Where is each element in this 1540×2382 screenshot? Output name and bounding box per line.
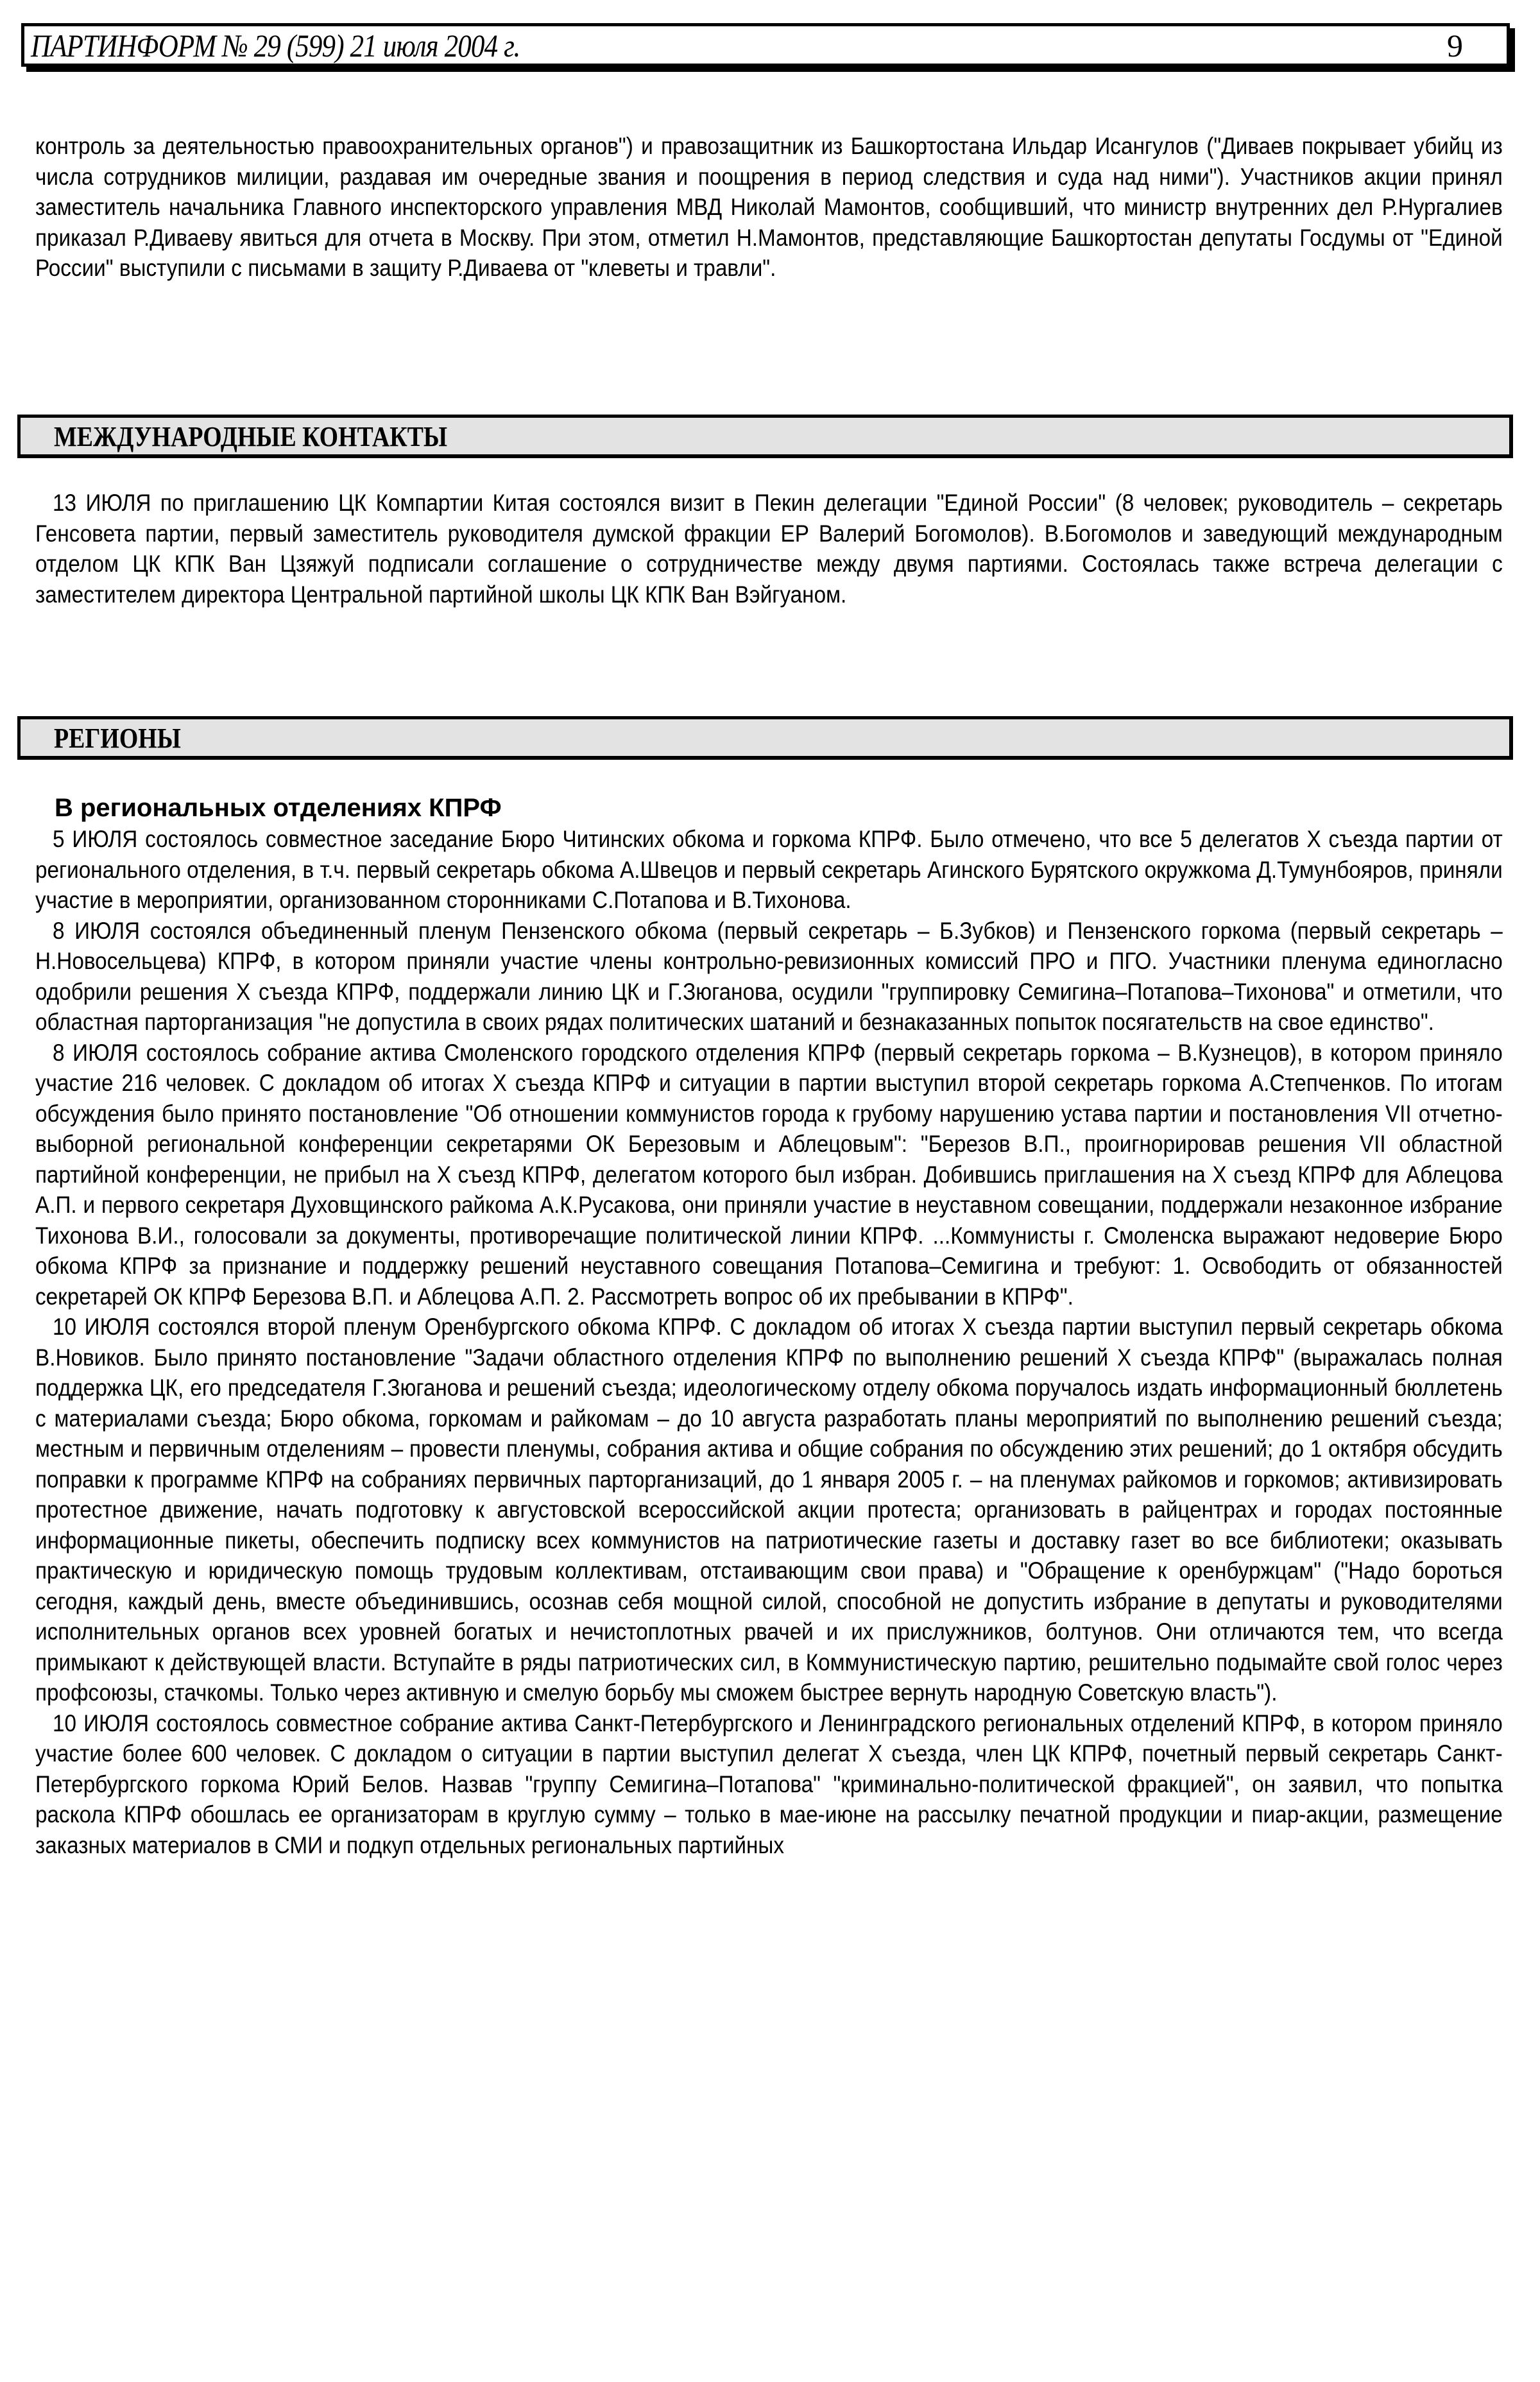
article-paragraph: 8 ИЮЛЯ состоялся объединенный пленум Пензенского обкома (первый секретарь – Б.Зубков) и Пензенского горкома (первый секретарь – Н.Новосельцева) КПРФ, в котором приняли участие члены контрольно-ревизионных комиссий ПРО и ПГО. Участники пленума единогласно одобрили решения X съезда КПРФ, поддержали линию ЦК и Г.Зюганова, осудили "группировку Семигина–Потапова–Тихонова" и отметили, что областная парторганизация "не допустила в своих рядах политических шатаний и безнаказанных попыток посягательств на свое единство". — [35, 917, 1503, 1035]
intro-paragraph: контроль за деятельностью правоохранительных органов") и правозащитник из Башкортостана Ильдар Исангулов ("Диваев покрывает убийц из числа сотрудников милиции, раздавая им очередные звания и поощрения в период следствия и суда над ними"). Участников акции принял заместитель начальника Главного инспекторского управления МВД Николай Мамонтов, сообщивший, что министр внутренних дел Р.Нургалиев приказал Р.Диваеву явиться для отчета в Москву. При этом, отметил Н.Мамонтов, представляющие Башкортостан депутаты Госдумы от "Единой России" выступили с письмами в защиту Р.Диваева от "клеветы и травли". — [35, 133, 1503, 281]
section-header-regions — [17, 716, 1513, 760]
intro-article — [35, 131, 1503, 284]
article-paragraph: 10 ИЮЛЯ состоялся второй пленум Оренбургского обкома КПРФ. С докладом об итогах X съезда партии выступил первый секретарь обкома В.Новиков. Было принято постановление "Задачи областного отделения КПРФ по выполнению решений X съезда КПРФ" (выражалась полная поддержка ЦК, его председателя Г.Зюганова и решений съезда; идеологическому отделу обкома поручалось издать информационный бюллетень с материалами съезда; Бюро обкома, горкомам и райкомам – до 10 августа разработать планы мероприятий по выполнению решений съезда; местным и первичным отделениям – провести пленумы, собрания актива и общие собрания по обсуждению этих решений; до 1 октября обсудить поправки к программе КПРФ на собраниях первичных парторганизаций, до 1 января 2005 г. – на пленумах райкомов и горкомов; активизировать протестное движение, начать подготовку к августовской всероссийской акции протеста; организовать в райцентрах и городах постоянные информационные пикеты, обеспечить подписку всех коммунистов на патриотические газеты и доставку газет во все библиотеки; оказывать практическую и юридическую помощь трудовым коллективам, отстаивающим свои права) и "Обращение к оренбуржцам" ("Надо бороться сегодня, каждый день, вместе объединившись, осознав себя мощной силой, способной не допустить избрание в депутаты и руководителями исполнительных органов всех уровней богатых и нечистоплотных рвачей и их прислужников, болтунов. Они отличаются тем, что всегда примыкают к действующей власти. Вступайте в ряды патриотических сил, в Коммунистическую партию, решительно подымайте свой голос через профсоюзы, стачкомы. Только через активную и смелую борьбу мы сможем быстрее вернуть народную Советскую власть"). — [35, 1314, 1503, 1706]
section-title: РЕГИОНЫ — [54, 723, 181, 754]
page-number: 9 — [1447, 28, 1463, 64]
publication-title: ПАРТИНФОРМ № 29 (599) 21 июля 2004 г. — [31, 28, 520, 64]
article-paragraph: 10 ИЮЛЯ состоялось совместное собрание актива Санкт-Петербургского и Ленинградского региональных отделений КПРФ, в котором приняло участие более 600 человек. С докладом о ситуации в партии выступил делегат X съезда, член ЦК КПРФ, почетный первый секретарь Санкт-Петербургского горкома Юрий Белов. Назвав "группу Семигина–Потапова" "криминально-политической фракцией", он заявил, что попытка раскола КПРФ обошлась ее организаторам в круглую сумму – только в мае-июне на рассылку печатной продукции и пиар-акции, размещение заказных материалов в СМИ и подкуп отдельных региональных партийных — [35, 1709, 1503, 1858]
article-paragraph: 8 ИЮЛЯ состоялось собрание актива Смоленского городского отделения КПРФ (первый секретарь горкома – В.Кузнецов), в котором приняло участие 216 человек. С докладом об итогах X съезда КПРФ и ситуации в партии выступил второй секретарь горкома А.Степченков. По итогам обсуждения было принято постановление "Об отношении коммунистов города к грубому нарушению устава партии и постановления VII отчетно-выборной региональной конференции секретарями ОК Березовым и Аблецовым": "Березов В.П., проигнорировав решения VII областной партийной конференции, не прибыл на X съезд КПРФ, делегатом которого был избран. Добившись приглашения на X съезд КПРФ для Аблецова А.П. и первого секретаря Духовщинского райкома А.К.Русакова, они приняли участие в неуставном совещании, поддержали незаконное избрание Тихонова В.И., голосовали за документы, противоречащие политической линии КПРФ. ...Коммунисты г. Смоленска выражают недоверие Бюро обкома КПРФ за признание и поддержку решений неуставного совещания Потапова–Семигина и требуют: 1. Освободить от обязанностей секретарей ОК КПРФ Березова В.П. и Аблецова А.П. 2. Рассмотреть вопрос об их пребывании в КПРФ". — [35, 1039, 1503, 1310]
section-title: МЕЖДУНАРОДНЫЕ КОНТАКТЫ — [54, 421, 448, 452]
section-header-international — [17, 415, 1513, 458]
regions-article — [35, 824, 1503, 1860]
article-paragraph: 13 ИЮЛЯ по приглашению ЦК Компартии Китая состоялся визит в Пекин делегации "Единой России" (8 человек; руководитель – секретарь Генсовета партии, первый заместитель руководителя думской фракции ЕР Валерий Богомолов). В.Богомолов и заведующий международным отделом ЦК КПК Ван Цзяжуй подписали соглашение о сотрудничестве между двумя партиями. Состоялась также встреча делегации с заместителем директора Центральной партийной школы ЦК КПК Ван Вэйгуаном. — [35, 490, 1503, 608]
article-subheading: В региональных отделениях КПРФ — [55, 794, 502, 822]
article-paragraph: 5 ИЮЛЯ состоялось совместное заседание Бюро Читинских обкома и горкома КПРФ. Было отмечено, что все 5 делегатов X съезда партии от регионального отделения, в т.ч. первый секретарь обкома А.Швецов и первый секретарь Агинского Бурятского окружкома Д.Тумунбояров, приняли участие в мероприятии, организованном сторонниками С.Потапова и В.Тихонова. — [35, 826, 1503, 913]
running-header — [21, 23, 1510, 67]
international-text-wrap — [35, 488, 1503, 610]
international-article — [35, 488, 1503, 610]
intro-text-wrap — [35, 131, 1503, 284]
regions-text-wrap — [35, 824, 1503, 1860]
